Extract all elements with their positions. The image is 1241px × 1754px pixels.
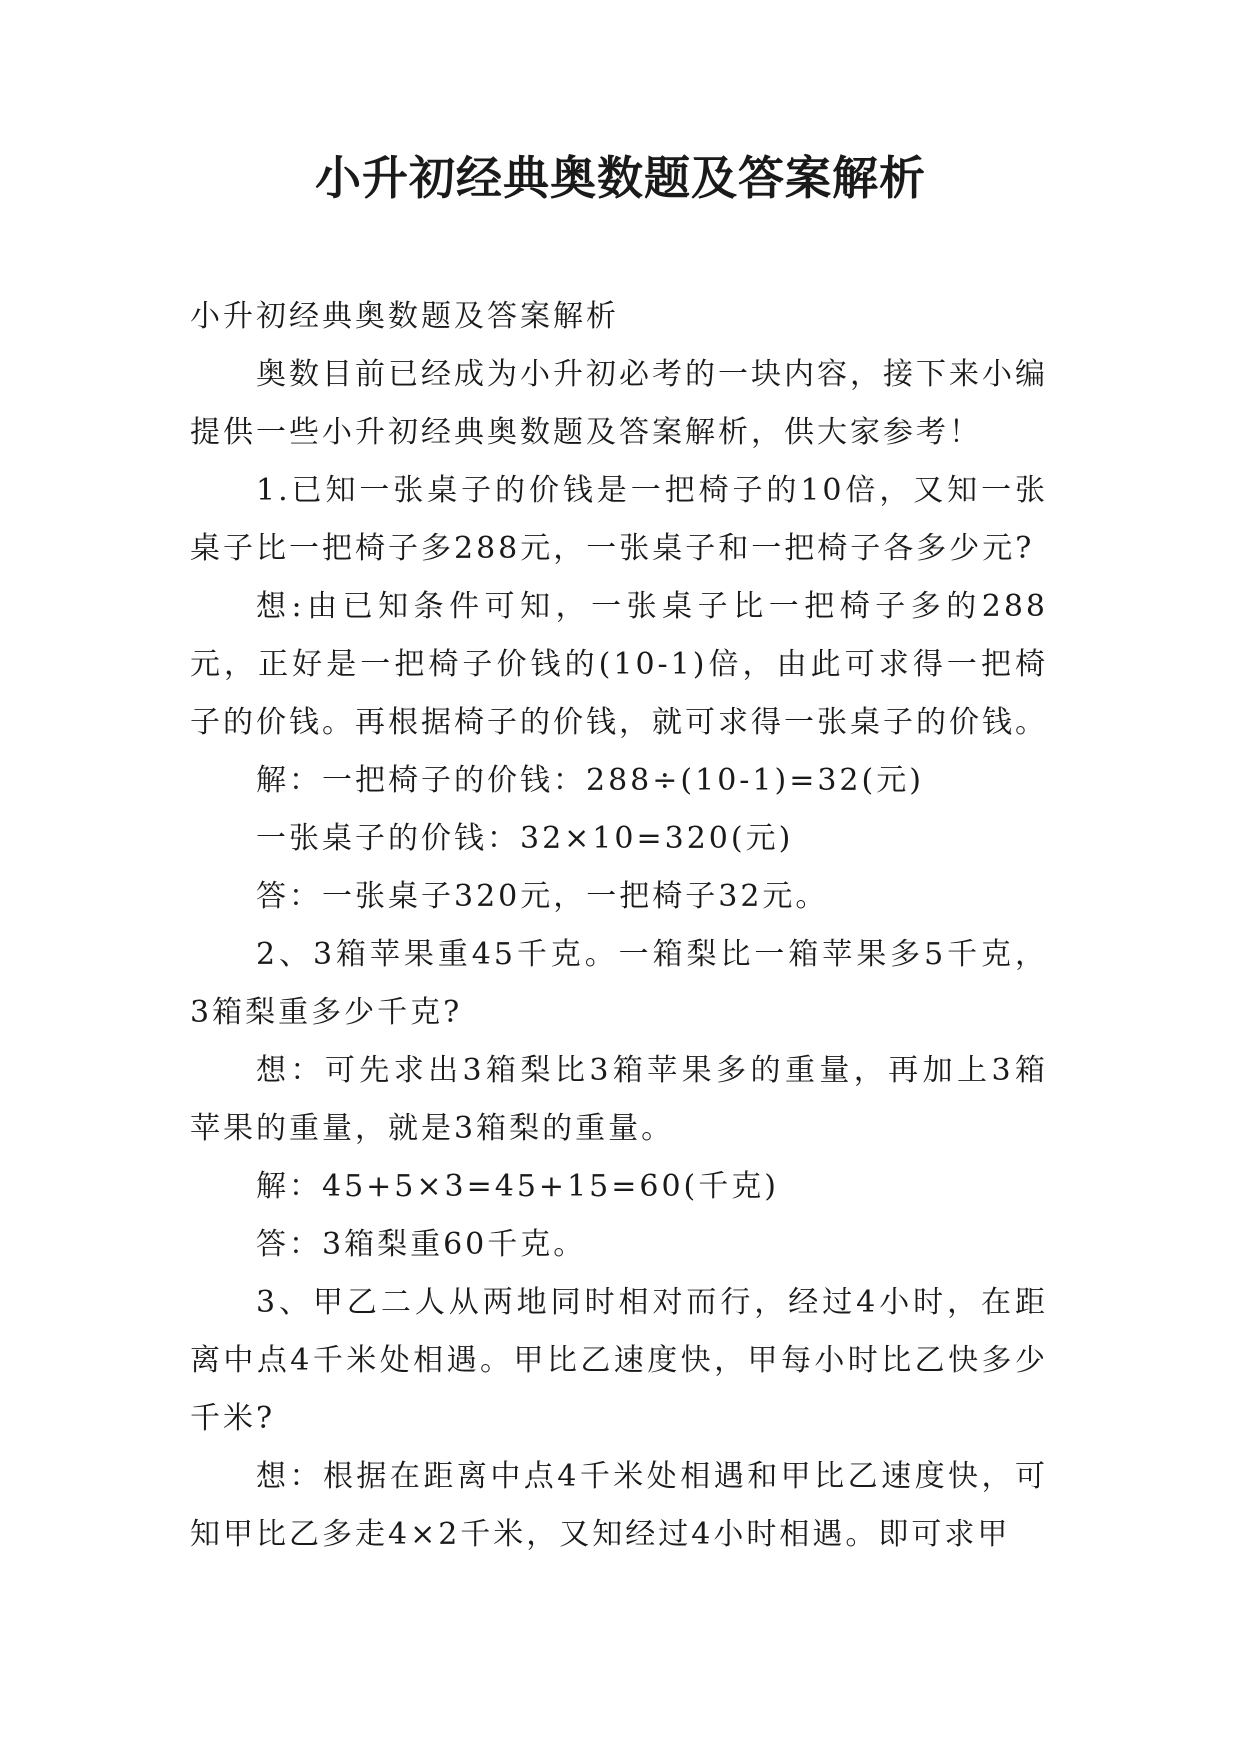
question-1-solution-step-2: 一张桌子的价钱：32×10=320(元) bbox=[256, 821, 794, 856]
intro-paragraph: 奥数目前已经成为小升初必考的一块内容，接下来小编提供一些小升初经典奥数题及答案解析，供大家参考！ bbox=[190, 357, 1048, 450]
question-3-thinking: 想：根据在距离中点4千米处相遇和甲比乙速度快，可知甲比乙多走4×2千米，又知经过4小时相遇。即可求甲 bbox=[190, 1459, 1048, 1552]
question-2-thinking: 想：可先求出3箱梨比3箱苹果多的重量，再加上3箱苹果的重量，就是3箱梨的重量。 bbox=[190, 1053, 1048, 1146]
question-1-answer: 答：一张桌子320元，一把椅子32元。 bbox=[256, 879, 829, 914]
subtitle-paragraph: 小升初经典奥数题及答案解析 bbox=[190, 299, 619, 334]
question-1-thinking: 想:由已知条件可知，一张桌子比一把椅子多的288元，正好是一把椅子价钱的(10-1)倍，由此可求得一把椅子的价钱。再根据椅子的价钱，就可求得一张桌子的价钱。 bbox=[190, 589, 1048, 740]
question-1-solution-step-1: 解：一把椅子的价钱：288÷(10-1)=32(元) bbox=[256, 763, 924, 798]
question-2-paragraph: 2、3箱苹果重45千克。一箱梨比一箱苹果多5千克，3箱梨重多少千克? bbox=[190, 937, 1048, 1030]
document-title: 小升初经典奥数题及答案解析 bbox=[315, 151, 926, 205]
question-2-answer: 答：3箱梨重60千克。 bbox=[256, 1227, 587, 1262]
document-body bbox=[190, 288, 1048, 1564]
question-1-paragraph: 1.已知一张桌子的价钱是一把椅子的10倍，又知一张桌子比一把椅子多288元，一张桌子和一把椅子各多少元? bbox=[190, 473, 1048, 566]
question-3-paragraph: 3、甲乙二人从两地同时相对而行，经过4小时，在距离中点4千米处相遇。甲比乙速度快，甲每小时比乙快多少千米? bbox=[190, 1285, 1048, 1436]
question-2-solution: 解：45+5×3=45+15=60(千克) bbox=[256, 1169, 779, 1204]
